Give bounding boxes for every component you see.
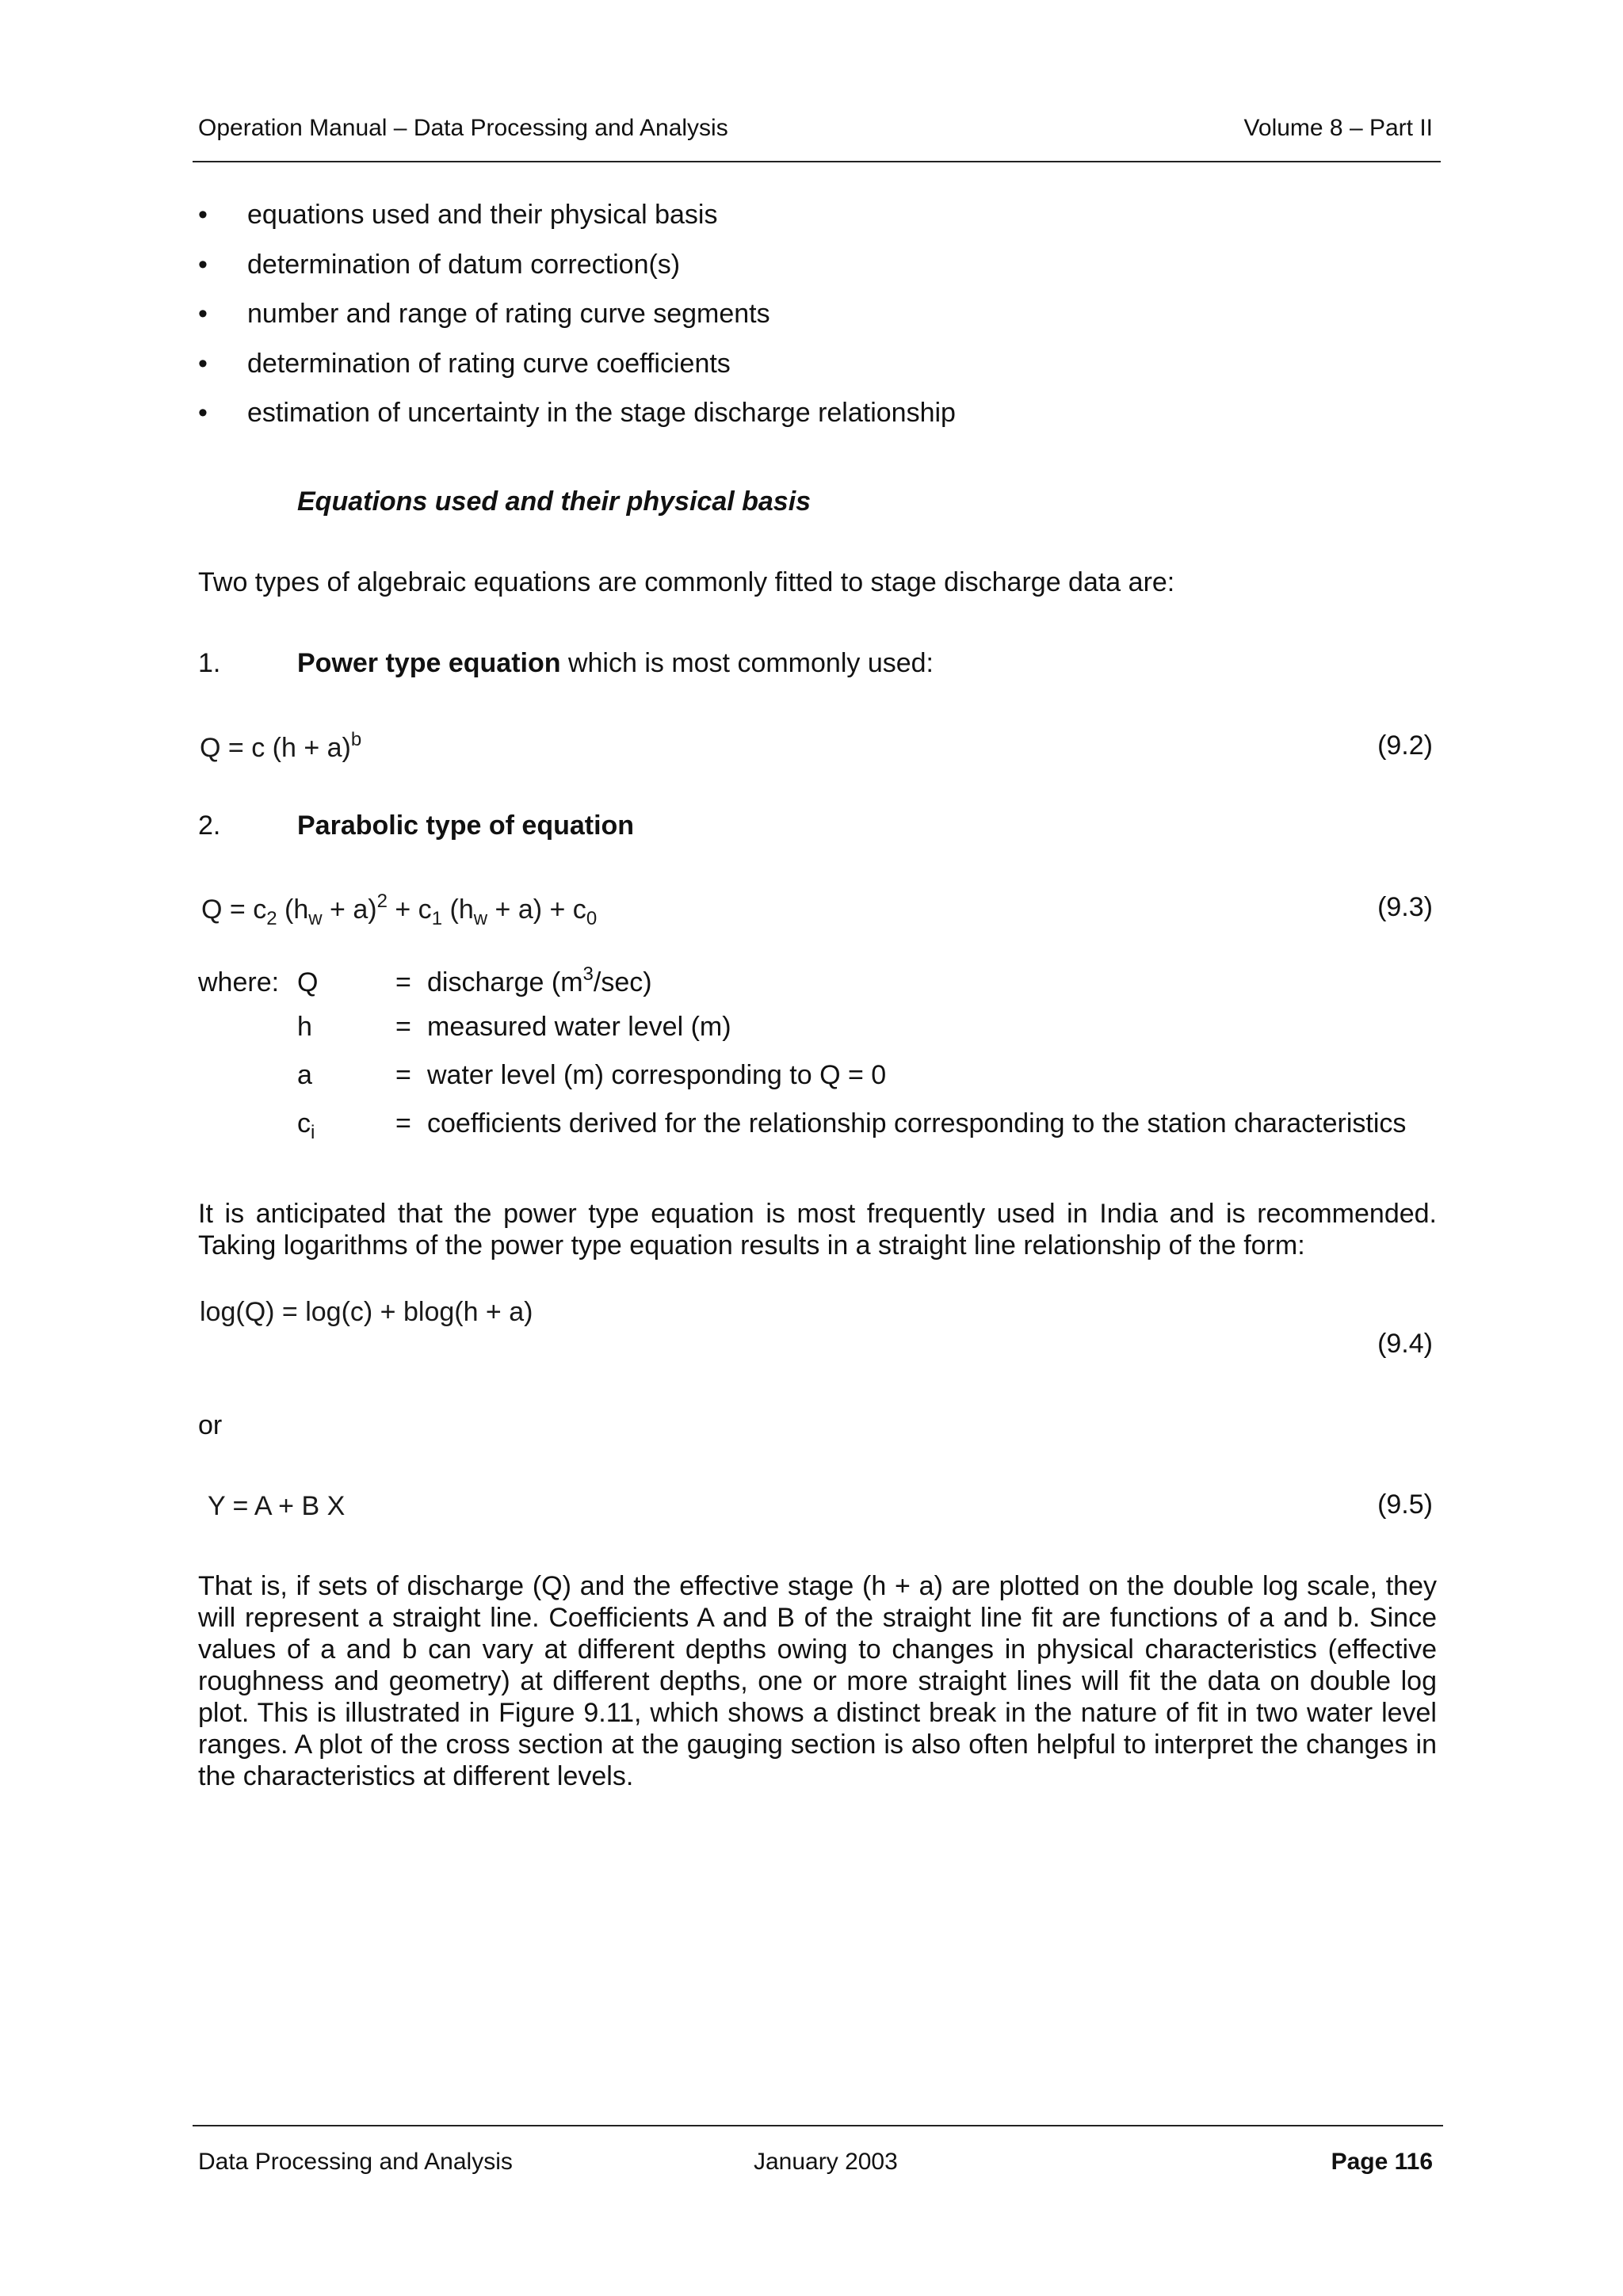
bullet-item: • number and range of rating curve segments <box>198 299 770 329</box>
footer-page-number: Page 116 <box>1331 2149 1433 2175</box>
bullet-icon: • <box>198 349 208 379</box>
definition-row: $c_i$ = coefficients derived for the relationship corresponding to the station characteristics <box>297 1108 1407 1143</box>
where-label: where: <box>198 967 280 997</box>
item-1-text: Power type equation which is most commonly used: <box>297 648 934 678</box>
equation-9-4: log(Q) = log(c) + blog(h + a) <box>200 1297 533 1327</box>
header-rule <box>193 161 1441 162</box>
bullet-icon: • <box>198 250 208 280</box>
definition-row: a = water level (m) corresponding to Q = 0 <box>297 1060 887 1090</box>
or-text: or <box>198 1410 223 1440</box>
bullet-item: • determination of rating curve coefficients <box>198 349 731 379</box>
equation-9-5: Y = A + B X <box>208 1491 346 1521</box>
intro-text: Two types of algebraic equations are commonly fitted to stage discharge data are: <box>198 567 1175 597</box>
footer-rule <box>193 2125 1443 2126</box>
equation-9-2: Q = c $(h + a)^b$ <box>200 729 362 763</box>
bullet-icon: • <box>198 200 208 230</box>
footer-left: Data Processing and Analysis <box>198 2149 513 2175</box>
section-heading: Equations used and their physical basis <box>297 486 812 517</box>
footer-date: January 2003 <box>754 2149 898 2175</box>
item-2-number: 2. <box>198 810 221 841</box>
header-volume: Volume 8 – Part II <box>1243 115 1433 141</box>
bullet-item: • equations used and their physical basis <box>198 200 718 230</box>
definition-row: where: Q = discharge $(m^3/\sec)$ <box>198 963 652 997</box>
paragraph-log-intro: It is anticipated that the power type equation is most frequently used in India and is recommended. Taking logarithms of the power type equation results in a straight line relationship of the form: <box>198 1199 1437 1261</box>
bullet-item: • determination of datum correction(s) <box>198 250 681 280</box>
equation-number-9-2: (9.2) <box>1377 730 1433 761</box>
paragraph-double-log: That is, if sets of discharge (Q) and the effective stage (h + a) are plotted on the double log scale, they will represent a straight line. Coefficients A and B of the straight line fit are functions of a and b. Since values of a and b can vary at different depths owing to changes in physical characteristics (effective roughness and geometry) at different depths, one or more straight lines will fit the data on double log plot. This is illustrated in Figure 9.11, which shows a distinct break in the nature of fit in two water level ranges. A plot of the cross section at the gauging section is also often helpful to interpret the changes in the characteristics at different levels. <box>198 1571 1437 1791</box>
equation-9-3: $Q = c_2$ $(h_w + a)^2 + c_1$ $(h_w + a) + c_0$ <box>201 891 598 929</box>
header-title: Operation Manual – Data Processing and Analysis <box>198 115 728 141</box>
definition-row: h = measured water level (m) <box>297 1012 731 1042</box>
equation-number-9-4: (9.4) <box>1377 1329 1433 1359</box>
bullet-icon: • <box>198 398 208 428</box>
item-1-number: 1. <box>198 648 221 678</box>
bullet-item: • estimation of uncertainty in the stage discharge relationship <box>198 398 956 428</box>
equation-number-9-5: (9.5) <box>1377 1489 1433 1520</box>
item-2-text: Parabolic type of equation <box>297 810 635 841</box>
equation-number-9-3: (9.3) <box>1377 892 1433 922</box>
bullet-icon: • <box>198 299 208 329</box>
